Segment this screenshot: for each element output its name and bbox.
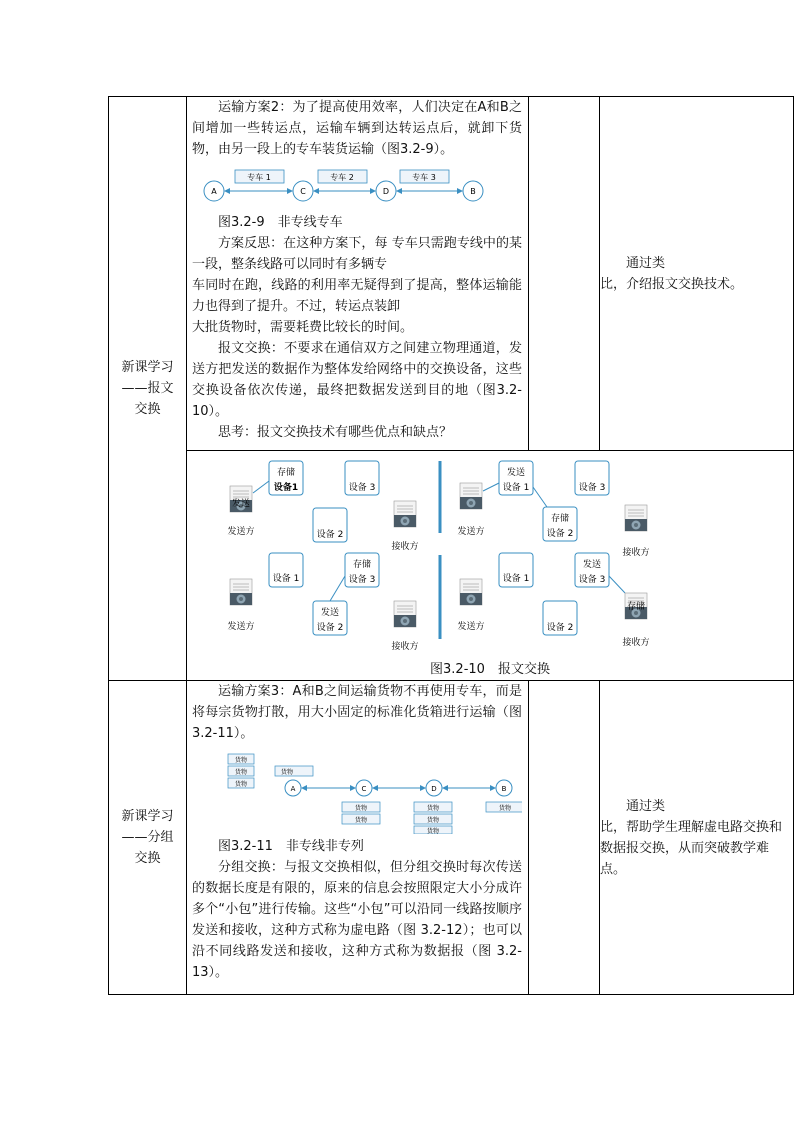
- sender-label: 发送方: [227, 527, 255, 537]
- paragraph-message-switching: 报文交换：不要求在通信双方之间建立物理通道，发送方把发送的数据作为整体发给网络中的交换设备，这些交换设备依次传递，最终把数据发送到目的地（图3.2-10）。: [192, 341, 522, 419]
- svg-text:设备 3: 设备 3: [578, 483, 606, 493]
- figure-3-2-11-caption: 图3.2-11 非专线非专列: [218, 839, 364, 854]
- stage-line-1: 新课学习: [121, 360, 174, 375]
- svg-text:发送方: 发送方: [457, 527, 485, 537]
- content-cell-message-switching: [187, 97, 529, 451]
- svg-text:A: A: [290, 785, 296, 793]
- node-c: C: [300, 187, 306, 196]
- panel-top-left: [227, 461, 418, 552]
- paragraph-think-question: 思考：报文交换技术有哪些优点和缺点？: [218, 425, 453, 440]
- node-b: B: [470, 187, 476, 196]
- node-d: D: [382, 187, 390, 196]
- svg-text:存储: 存储: [276, 468, 296, 478]
- svg-text:货物: 货物: [354, 817, 368, 824]
- panel-bottom-left: [227, 553, 418, 652]
- svg-text:存储: 存储: [550, 514, 570, 524]
- svg-text:B: B: [501, 785, 507, 793]
- paragraph-transport-plan-3: 运输方案3：A和B之间运输货物不再使用专车，而是将每宗货物打散，用大小固定的标准化货箱进行运输（图3.2-11）。: [192, 684, 522, 741]
- svg-text:D: D: [431, 785, 437, 793]
- paragraph-reflection: 方案反思：在这种方案下，每 专车只需跑专线中的某一段，整条线路可以同时有多辆专: [192, 236, 522, 272]
- svg-text:货物: 货物: [426, 817, 440, 824]
- panel-top-right: [457, 461, 649, 558]
- svg-text:货物: 货物: [498, 805, 512, 812]
- svg-text:设备1: 设备1: [273, 483, 299, 493]
- svg-text:设备 3: 设备 3: [578, 575, 606, 585]
- lesson-table: [108, 96, 794, 995]
- truck-label-2: 专车 2: [330, 173, 354, 182]
- svg-text:存储: 存储: [352, 560, 372, 570]
- svg-text:发送: 发送: [231, 499, 251, 509]
- svg-text:C: C: [361, 785, 367, 793]
- svg-text:设备 3: 设备 3: [348, 483, 376, 493]
- design-note-message-switching: 通过类 比，介绍报文交换技术。: [600, 97, 794, 451]
- svg-text:货物: 货物: [426, 805, 440, 812]
- figure-3-2-9-diagram: [192, 164, 522, 210]
- svg-text:设备 2: 设备 2: [546, 529, 574, 539]
- empty-activity-cell: [529, 97, 600, 451]
- truck-label-1: 专车 1: [247, 173, 271, 182]
- stage-cell-packet-switching: 新课学习 ——分组 交换: [109, 681, 187, 995]
- table-row-message-switching: [109, 97, 794, 451]
- table-row-packet-switching: [109, 681, 794, 995]
- stage-cell-message-switching: [109, 97, 187, 681]
- empty-activity-cell-2: [529, 681, 600, 995]
- node-a: A: [211, 187, 217, 196]
- svg-text:设备 1: 设备 1: [502, 574, 530, 584]
- figure-3-2-11-diagram: [192, 750, 522, 834]
- svg-text:设备 3: 设备 3: [348, 575, 376, 585]
- figure-3-2-10-caption: 图3.2-10 报文交换: [430, 662, 550, 677]
- svg-text:发送: 发送: [506, 468, 526, 478]
- design-note-packet-switching: 通过类 比，帮助学生理解虚电路交换和数据报交换，从而突破教学难点。: [600, 681, 794, 995]
- svg-text:发送: 发送: [320, 608, 340, 618]
- svg-text:货物: 货物: [354, 805, 368, 812]
- stage-line-3: 交换: [134, 402, 161, 417]
- paragraph-packet-switching: 分组交换：与报文交换相似，但分组交换时每次传送的数据长度是有限的，原来的信息会按照限定大小分成许多个“小包”进行传输。这些“小包”可以沿同一线路按顺序发送和接收，这种方式称为虚电路（图 3.2-12）；也可以沿不同线路发送和接收，这种方式称为数据报（图 3.2-13）。: [192, 860, 522, 980]
- table-row-figure-3-2-10: [109, 451, 794, 681]
- figure-3-2-10-cell: [187, 451, 794, 681]
- figure-3-2-9-caption: 图3.2-9 非专线专车: [218, 215, 343, 230]
- svg-text:接收方: 接收方: [622, 548, 650, 558]
- svg-text:设备 1: 设备 1: [272, 574, 300, 584]
- paragraph-reflection-end: 大批货物时，需要耗费比较长的时间。: [192, 320, 414, 335]
- svg-text:存储: 存储: [626, 602, 646, 612]
- svg-text:设备 2: 设备 2: [316, 530, 344, 540]
- svg-text:设备 2: 设备 2: [546, 623, 574, 633]
- receiver-label: 接收方: [391, 542, 419, 552]
- figure-3-2-10-diagram: [187, 451, 683, 659]
- svg-text:货物: 货物: [234, 781, 248, 788]
- stage-line-2: ——报文: [121, 381, 174, 396]
- paragraph-transport-plan-2: 运输方案2：为了提高使用效率，人们决定在A和B之间增加一些转运点，运输车辆到达转运点后，就卸下货物，由另一段上的专车装货运输（图3.2-9）。: [192, 100, 522, 157]
- svg-text:发送方: 发送方: [457, 622, 485, 632]
- svg-text:发送方: 发送方: [227, 622, 255, 632]
- panel-bottom-right: [457, 553, 649, 648]
- svg-text:设备 2: 设备 2: [316, 623, 344, 633]
- content-cell-packet-switching: [187, 681, 529, 995]
- svg-text:接收方: 接收方: [391, 642, 419, 652]
- svg-text:设备 1: 设备 1: [502, 483, 530, 493]
- svg-text:货物: 货物: [280, 769, 294, 776]
- svg-text:发送: 发送: [582, 560, 602, 570]
- paragraph-reflection-cont: 车同时在跑，线路的利用率无疑得到了提高，整体运输能力也得到了提升。不过，转运点装卸: [192, 278, 522, 314]
- svg-text:货物: 货物: [234, 757, 248, 764]
- svg-text:货物: 货物: [426, 828, 440, 834]
- svg-text:货物: 货物: [234, 769, 248, 776]
- truck-label-3: 专车 3: [412, 173, 436, 182]
- svg-text:接收方: 接收方: [622, 638, 650, 648]
